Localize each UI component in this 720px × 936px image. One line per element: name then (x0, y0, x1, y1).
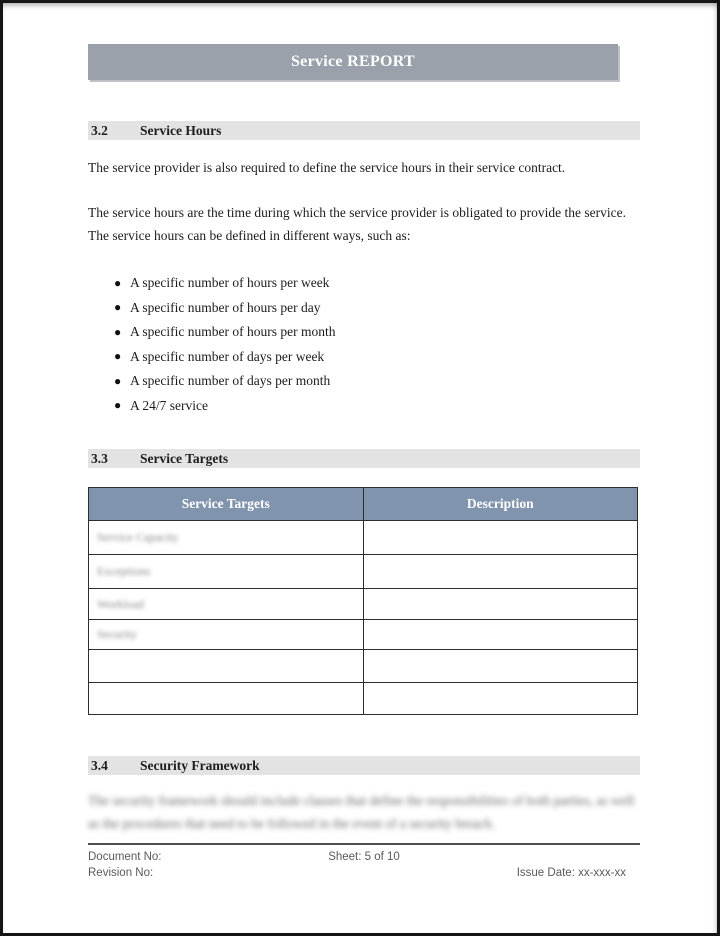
list-item-text: A specific number of days per month (130, 373, 331, 389)
target-cell (89, 589, 364, 620)
target-label-blurred: Workload (97, 596, 145, 611)
bullet-icon: ● (114, 275, 122, 290)
table-header-service-targets: Service Targets (89, 488, 364, 521)
section-heading-service-targets (88, 449, 640, 468)
table-row (89, 683, 638, 715)
section-number: 3.2 (91, 122, 108, 138)
report-title-bar (88, 44, 618, 80)
target-cell (89, 521, 364, 555)
target-cell (89, 620, 364, 650)
list-item (88, 369, 642, 394)
list-item (88, 345, 642, 370)
service-targets-table (88, 487, 638, 715)
report-title: Service REPORT (290, 53, 416, 70)
target-label-blurred: Exceptions (97, 564, 151, 578)
footer-row-2 (88, 865, 640, 881)
list-item (88, 296, 642, 321)
list-item-text: A specific number of hours per month (130, 324, 336, 340)
footer-row-1 (88, 849, 640, 865)
target-label-blurred: Service Capacity (97, 530, 179, 544)
bullet-icon: ● (114, 349, 122, 364)
table-row (89, 589, 638, 620)
target-label-blurred: Security (97, 627, 137, 641)
list-item (88, 394, 642, 419)
sheet-label: Sheet: 5 of 10 (328, 851, 400, 863)
service-hours-paragraph-1: The service provider is also required to define the service hours in their service contract. (88, 160, 566, 175)
description-cell (363, 650, 638, 683)
list-item-text: A 24/7 service (130, 397, 208, 413)
section-heading-security-framework (88, 756, 640, 775)
target-cell (89, 650, 364, 683)
table-header-row (89, 488, 638, 521)
table-row (89, 650, 638, 683)
revision-no-label: Revision No: (88, 867, 154, 879)
bullet-icon: ● (114, 300, 122, 315)
service-hours-bullet-list (88, 271, 642, 418)
list-item-text: A specific number of hours per week (130, 275, 330, 291)
section-title: Service Targets (140, 450, 229, 466)
bullet-icon: ● (114, 373, 122, 388)
list-item-text: A specific number of hours per day (130, 299, 321, 315)
section-number: 3.4 (91, 757, 108, 773)
description-cell (363, 555, 638, 589)
description-cell (363, 683, 638, 715)
target-cell (89, 555, 364, 589)
list-item (88, 320, 642, 345)
page-footer (88, 843, 640, 881)
bullet-icon: ● (114, 398, 122, 413)
list-item-text: A specific number of days per week (130, 348, 325, 364)
list-item (88, 271, 642, 296)
description-cell (363, 620, 638, 650)
security-framework-paragraph-blurred: The security framework should include clauses that define the responsibilities of both parties, as well as the procedures that need to be followed in the event of a security breach. (88, 793, 635, 831)
document-no-label: Document No: (88, 851, 162, 863)
section-heading-service-hours (88, 121, 640, 140)
section-title: Security Framework (140, 757, 260, 773)
description-cell (363, 521, 638, 555)
section-title: Service Hours (140, 122, 222, 138)
issue-date-label: Issue Date: xx-xxx-xx (516, 867, 626, 879)
table-row (89, 620, 638, 650)
description-cell (363, 589, 638, 620)
table-header-description: Description (363, 488, 638, 521)
table-row (89, 521, 638, 555)
table-row (89, 555, 638, 589)
section-number: 3.3 (91, 450, 108, 466)
bullet-icon: ● (114, 324, 122, 339)
target-cell (89, 683, 364, 715)
service-hours-paragraph-2: The service hours are the time during which the service provider is obligated to provide the service. The service hours can be defined in different ways, such as: (88, 205, 626, 243)
